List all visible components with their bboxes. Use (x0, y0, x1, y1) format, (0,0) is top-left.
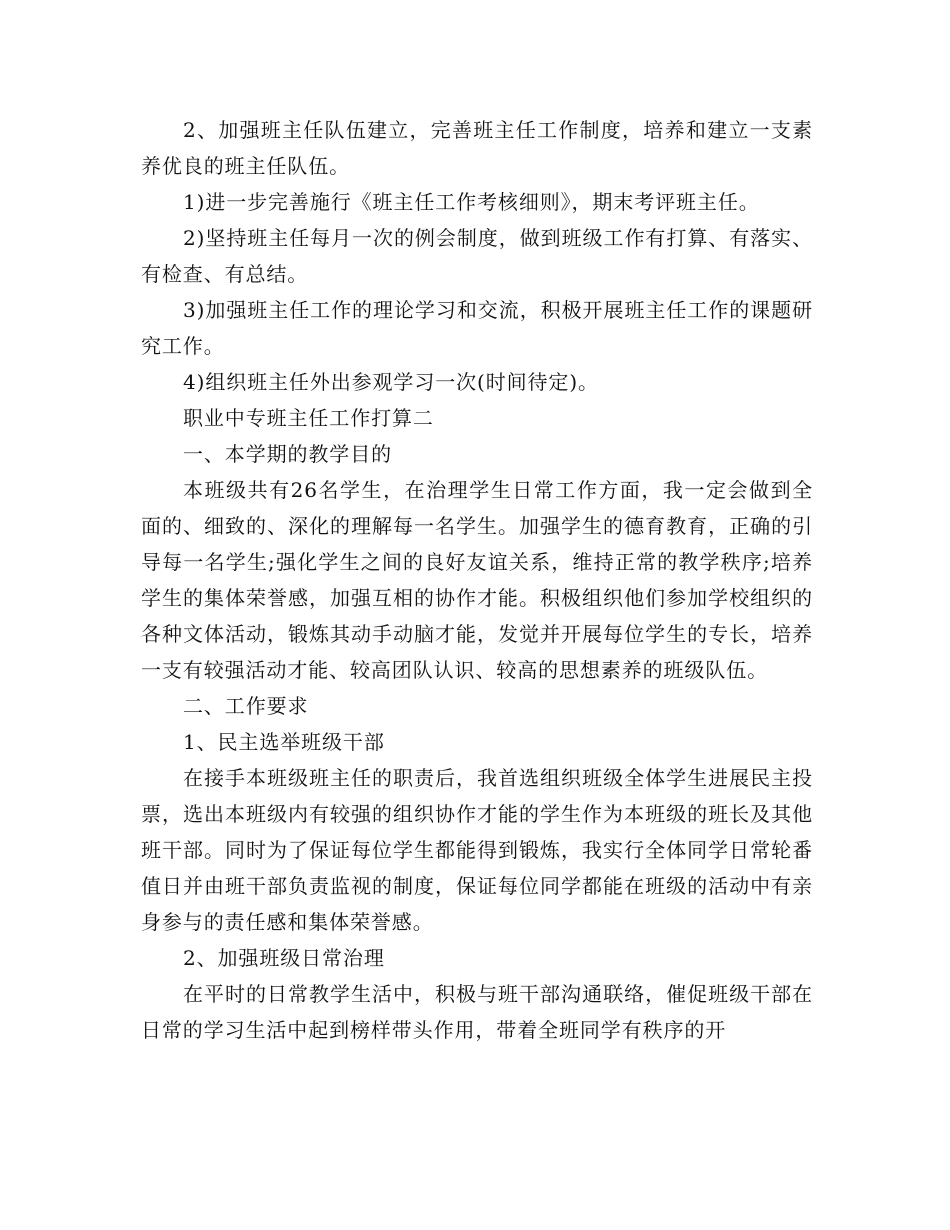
paragraph-section-2: 2、加强班主任队伍建立，完善班主任工作制度，培养和建立一支素养优良的班主任队伍。 (141, 118, 813, 178)
paragraph-class-election: 在接手本班级班主任的职责后，我首选组织班级全体学生进展民主投票，选出本班级内有较强的组织协作才能的学生作为本班级的班长及其他班干部。同时为了保证每位学生都能得到锻炼，我实行全体同学日常轮番值日并由班干部负责监视的制度，保证每位同学都能在班级的活动中有亲身参与的责任感和集体荣誉感。 (141, 766, 813, 934)
paragraph-item-4: 4)组织班主任外出参观学习一次(时间待定)。 (183, 370, 599, 394)
heading-teaching-goal: 一、本学期的教学目的 (183, 442, 392, 466)
paragraph-item-1: 1)进一步完善施行《班主任工作考核细则》，期末考评班主任。 (183, 190, 760, 214)
paragraph-item-3: 3)加强班主任工作的理论学习和交流，积极开展班主任工作的课题研究工作。 (141, 298, 813, 358)
heading-class-election: 1、民主选举班级干部 (183, 730, 385, 754)
paragraph-item-2: 2)坚持班主任每月一次的例会制度，做到班级工作有打算、有落实、有检查、有总结。 (141, 226, 813, 286)
paragraph-daily-management: 在平时的日常教学生活中，积极与班干部沟通联络，催促班级干部在日常的学习生活中起到榜样带头作用，带着全班同学有秩序的开 (141, 982, 813, 1042)
document-body (141, 112, 813, 1048)
heading-daily-management: 2、加强班级日常治理 (183, 946, 385, 970)
paragraph-teaching-goal: 本班级共有26名学生，在治理学生日常工作方面，我一定会做到全面的、细致的、深化的理解每一名学生。加强学生的德育教育，正确的引导每一名学生;强化学生之间的良好友谊关系，维持正常的教学秩序;培养学生的集体荣誉感，加强互相的协作才能。积极组织他们参加学校组织的各种文体活动，锻炼其动手动脑才能，发觉并开展每位学生的专长，培养一支有较强活动才能、较高团队认识、较高的思想素养的班级队伍。 (141, 478, 813, 682)
heading-work-requirements: 二、工作要求 (183, 694, 309, 718)
document-subtitle: 职业中专班主任工作打算二 (183, 406, 434, 430)
